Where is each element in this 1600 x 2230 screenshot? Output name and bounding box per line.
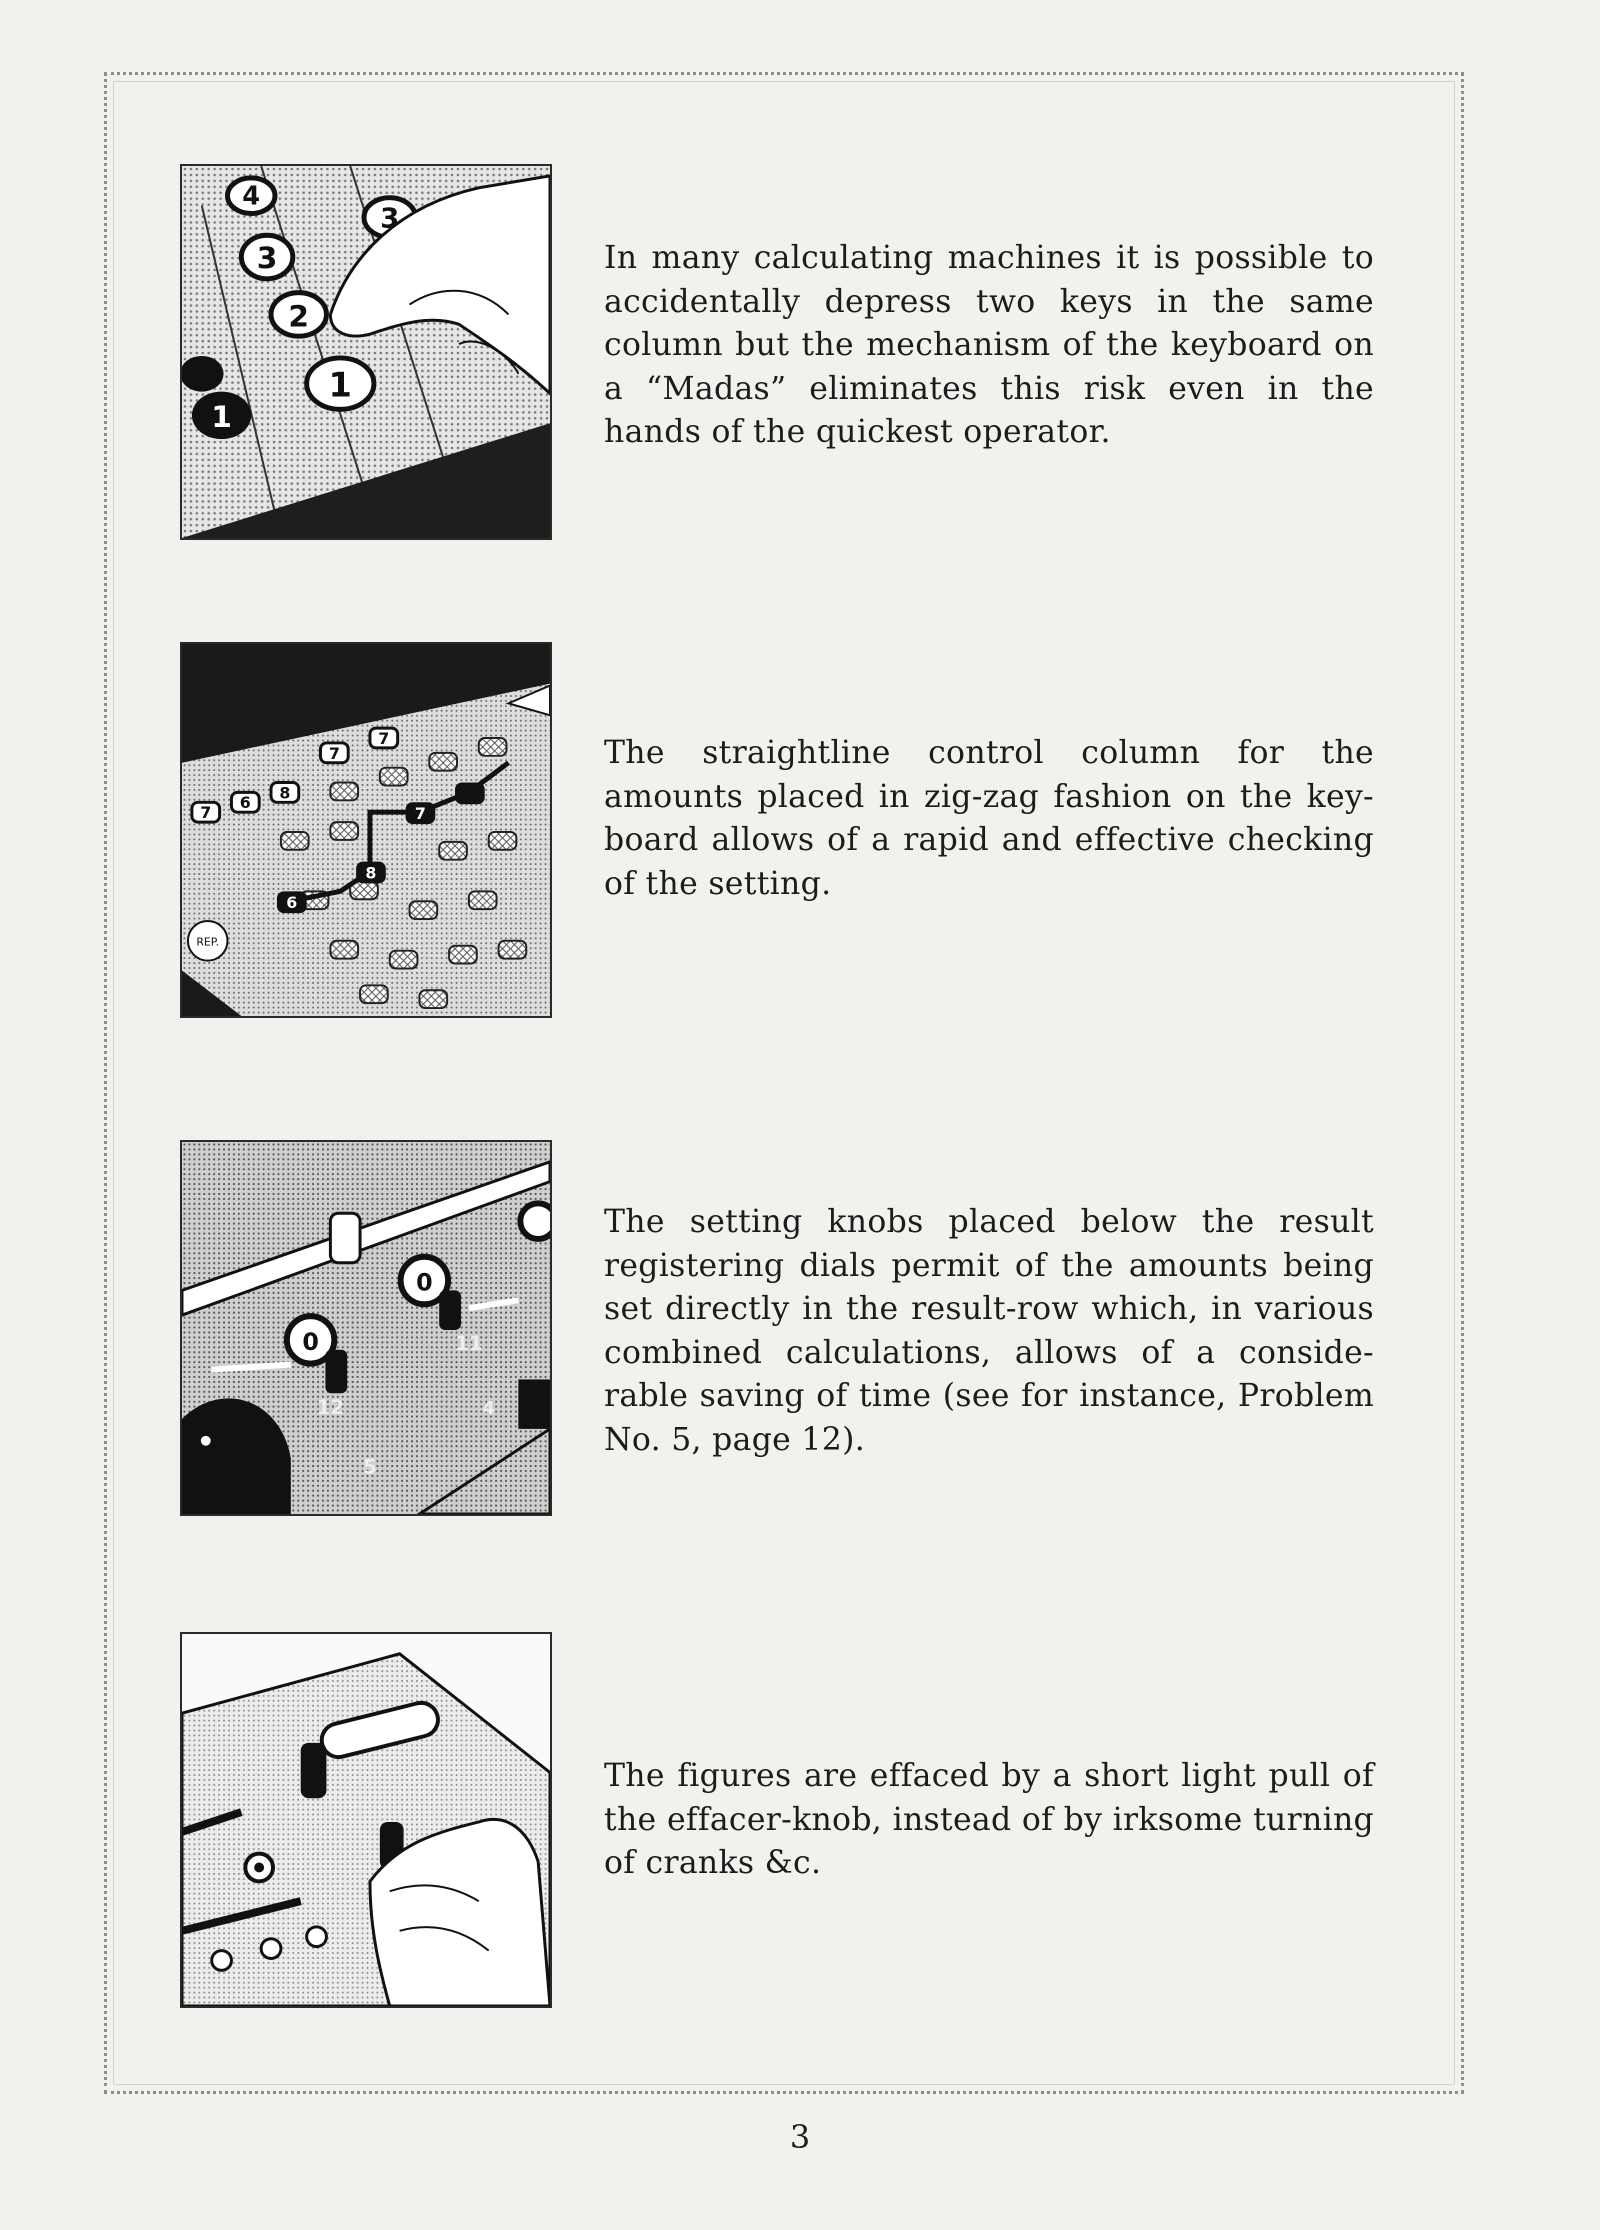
control-column-keyboard-illustration — [180, 642, 552, 1018]
control-column-icon — [182, 644, 550, 1016]
paragraph-keyboard-safety: In many calculating machines it is possible to accidentally depress two keys in the same column but the mechanism of the keyboard on a “Madas” eliminates this risk even in the hands of the quickest operator. — [604, 240, 1374, 450]
key-label: 4 — [242, 181, 261, 212]
key-label: 6 — [239, 793, 251, 813]
paragraph-effacer-knob: The figures are effaced by a short light pull of the effacer-knob, instead of by irksome turning of cranks &c. — [604, 1758, 1374, 1881]
paragraph-control-column: The straightline control column for the amounts placed in zig-zag fashion on the key-board allows of a rapid and effective checking of the setting. — [604, 735, 1374, 902]
key-label: 7 — [200, 803, 212, 823]
keyboard-keys-icon — [182, 166, 550, 538]
rep-key-label: REP. — [196, 935, 220, 949]
setting-knobs-illustration — [180, 1140, 552, 1516]
setting-knobs-icon — [182, 1142, 550, 1514]
key-label: 8 — [279, 783, 291, 803]
knob-number: 4 — [482, 1398, 495, 1420]
knob-number: 12 — [316, 1396, 345, 1420]
key-label: 2 — [288, 298, 310, 334]
key-label: 6 — [286, 893, 298, 913]
key-label: 3 — [256, 239, 278, 275]
effacer-knob-illustration — [180, 1632, 552, 2008]
key-label: 1 — [328, 365, 352, 405]
knob-number: 5 — [363, 1455, 377, 1479]
key-label: 7 — [378, 728, 390, 748]
page-number: 3 — [789, 2118, 811, 2156]
key-label: 8 — [365, 863, 377, 883]
keyboard-keys-finger-illustration — [180, 164, 552, 540]
dial-label: 0 — [302, 1327, 319, 1356]
key-label: 3 — [380, 201, 400, 235]
key-label: 7 — [414, 804, 426, 824]
key-label: 1 — [211, 399, 232, 435]
dial-label: 0 — [416, 1268, 433, 1297]
key-label: 7 — [328, 743, 340, 763]
paragraph-setting-knobs: The setting knobs placed below the result registering dials permit of the amounts being set directly in the result-row which, in various combined calculations, allows of a conside-rable saving of time (see for instance, Problem No. 5, page 12). — [604, 1204, 1374, 1458]
effacer-knob-icon — [182, 1634, 550, 2006]
knob-number: 11 — [455, 1331, 483, 1355]
